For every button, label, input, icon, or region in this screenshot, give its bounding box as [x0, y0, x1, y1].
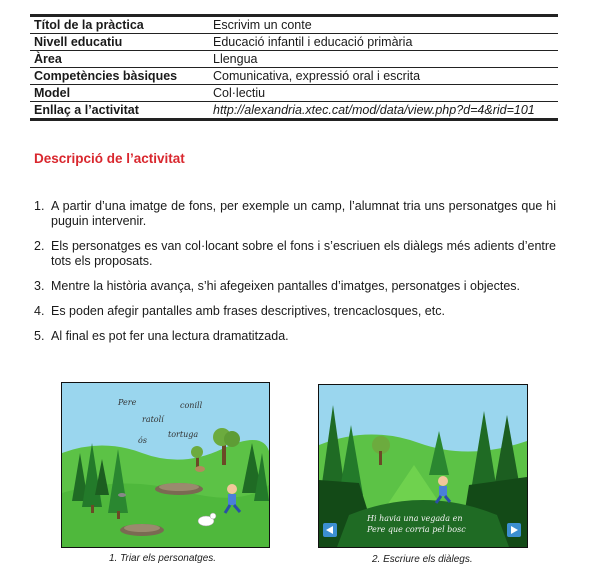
- row-label: Enllaç a l’activitat: [30, 102, 209, 120]
- scene-word[interactable]: conill: [180, 401, 203, 410]
- scene-word[interactable]: tortuga: [168, 430, 199, 439]
- section-heading: Descripció de l’activitat: [34, 151, 185, 166]
- list-item: [34, 199, 556, 229]
- step-text: Al final es pot fer una lectura dramatitzada.: [51, 329, 289, 343]
- row-label: Competències bàsiques: [30, 68, 209, 85]
- step-number: 3.: [34, 279, 45, 293]
- table-row: [30, 68, 558, 85]
- story-line: Hi havia una vegada en: [367, 514, 463, 523]
- step-number: 4.: [34, 304, 45, 318]
- row-label: Àrea: [30, 51, 209, 68]
- figure-caption: 1. Triar els personatges.: [109, 553, 217, 564]
- scene-word[interactable]: ratolí: [142, 415, 164, 424]
- step-number: 5.: [34, 329, 45, 343]
- step-text: Es poden afegir pantalles amb frases descriptives, trencaclosques, etc.: [51, 304, 445, 318]
- row-label: Nivell educatiu: [30, 34, 209, 51]
- list-item: [34, 304, 556, 319]
- step-number: 1.: [34, 199, 45, 213]
- list-item: [34, 329, 556, 344]
- story-line: Pere que corria pel bosc: [367, 525, 466, 534]
- table-row: [30, 85, 558, 102]
- prev-page-button[interactable]: [323, 523, 337, 537]
- step-text: Els personatges es van col·locant sobre el fons i s’escriuen els diàlegs més adients d’entre tots els proposats.: [51, 239, 556, 268]
- figure-1: [61, 382, 271, 562]
- table-row: [30, 51, 558, 68]
- row-label: Títol de la pràctica: [30, 16, 209, 34]
- scene-word[interactable]: Pere: [118, 398, 137, 407]
- activity-link[interactable]: http://alexandria.xtec.cat/mod/data/view.php?d=4&rid=101: [209, 102, 558, 120]
- next-page-button[interactable]: [507, 523, 521, 537]
- row-value: Educació infantil i educació primària: [209, 34, 558, 51]
- list-item: [34, 239, 556, 269]
- row-value: Comunicativa, expressió oral i escrita: [209, 68, 558, 85]
- row-label: Model: [30, 85, 209, 102]
- row-value: Col·lectiu: [209, 85, 558, 102]
- meadow-scene-image: [61, 382, 270, 548]
- table-row: [30, 34, 558, 51]
- row-value: Escrivim un conte: [209, 16, 558, 34]
- step-number: 2.: [34, 239, 45, 253]
- table-row: [30, 16, 558, 34]
- table-row: [30, 102, 558, 120]
- scene-word[interactable]: ós: [138, 436, 147, 445]
- forest-scene-image: [318, 384, 528, 548]
- step-text: A partir d’una imatge de fons, per exemple un camp, l’alumnat tria uns personatges que hi puguin intervenir.: [51, 199, 556, 228]
- row-value: Llengua: [209, 51, 558, 68]
- list-item: [34, 279, 556, 294]
- steps-list: [34, 199, 556, 354]
- step-text: Mentre la història avança, s’hi afegeixen pantalles d’imatges, personatges i objectes.: [51, 279, 521, 293]
- figure-caption: 2. Escriure els diàlegs.: [372, 554, 473, 565]
- practice-info-table: [30, 14, 558, 121]
- figure-2: [318, 384, 530, 564]
